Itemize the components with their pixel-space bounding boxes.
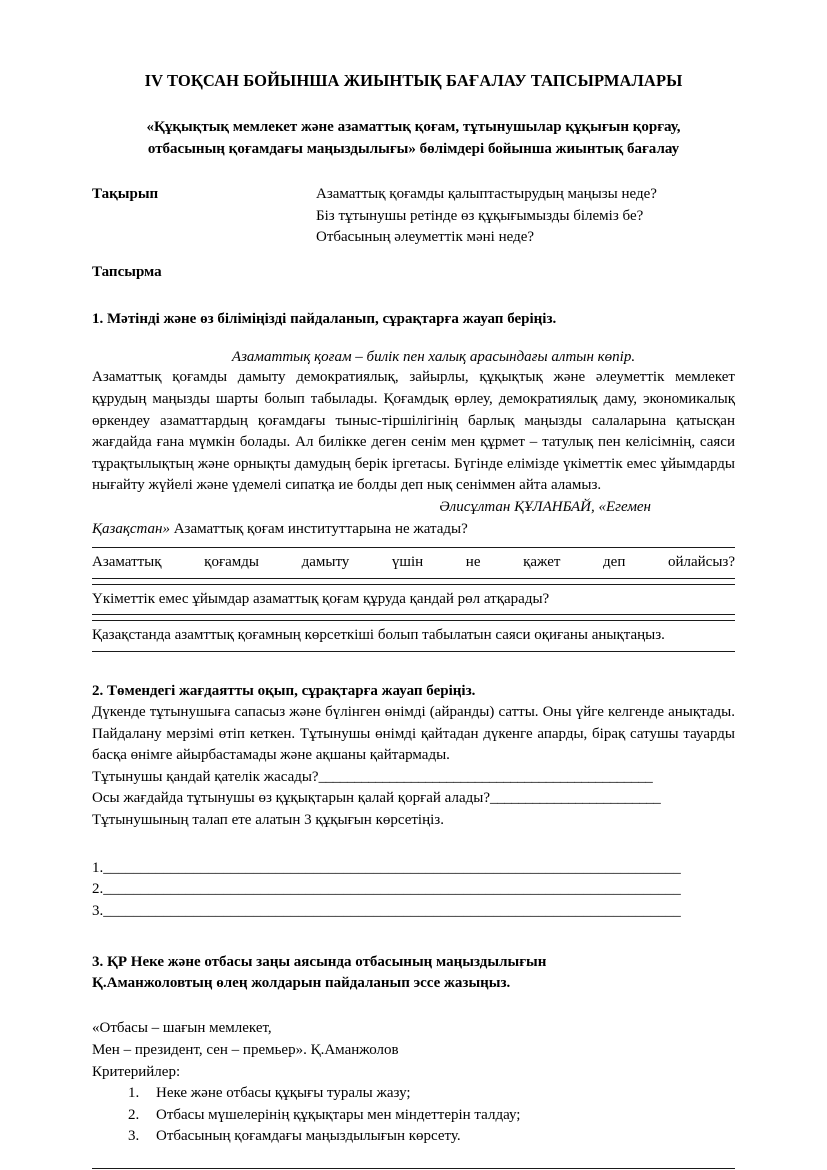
page-subtitle: «Құқықтық мемлекет және азаматтық қоғам, тұтынушылар құқығын қорғау, отбасының қоғамдағы маңыздылығы» бөлімдері бойынша жиынтық бағалау bbox=[146, 118, 681, 157]
section-1-attribution-continuation bbox=[92, 519, 735, 541]
topic-label: Тақырып bbox=[92, 186, 159, 203]
answer-slot-number: 2. bbox=[92, 881, 104, 898]
spacer bbox=[92, 540, 735, 547]
section-1-question-3: Қазақстанда азамттық қоғамның көрсеткіші болып табылатын саяси оқиғаны анықтаңыз. bbox=[92, 627, 665, 644]
criteria-label: Критерийлер: bbox=[92, 1063, 181, 1080]
task-label: Тапсырма bbox=[92, 264, 162, 281]
poem-line: Мен – президент, сен – премьер». Қ.Аманжолов bbox=[92, 1041, 399, 1058]
criteria-item bbox=[92, 1105, 735, 1127]
fill-blank[interactable]: _______________________________________________ bbox=[318, 768, 653, 785]
answer-slot-blank[interactable]: _____________________________________________________________________________ bbox=[103, 881, 681, 898]
topic-values bbox=[316, 184, 735, 248]
attribution-source-name: Қазақстан» bbox=[92, 520, 170, 537]
section-3-heading bbox=[92, 952, 735, 994]
section-1-body: Азаматтық қоғамды дамыту демократиялық, зайырлы, құқықтық және әлеуметтік мемлекет құрудың маңызды шарты болып табылады. Қоғамдық өрлеу, демократиялық даму, экономикалық өркендеу азаматтардың қоғамдағы тыныс-тіршілігінің барлық маңызды салаларына қатысқан жағдайда ғана мүмкін болады. Ал билікке деген сенім мен құрмет – татулық пен келісімнің, саяси тұрақтылықтың және орнықты дамудың берік іргетасы. Бүгінде елімізде үкіметтік емес ұйымдарды нығайту жүйелі және үдемелі сипатқа ие болды деп нық сеніммен айта аламыз. bbox=[92, 369, 735, 494]
section-1-questions bbox=[92, 540, 735, 652]
task-row bbox=[92, 262, 735, 283]
answer-slot-blank[interactable]: _____________________________________________________________________________ bbox=[103, 902, 681, 919]
answer-slot bbox=[92, 901, 735, 923]
section-3-heading-line-2: Қ.Аманжоловтың өлең жолдарын пайдаланып эссе жазыңыз. bbox=[92, 975, 511, 992]
section-2-body: Дүкенде тұтынушыға сапасыз және бүлінген өнімді (айранды) сатты. Оны үйге келгенде анықтады. Пайдалану мерзімі өтіп кеткен. Тұтынушы өнімді қайтадан дүкенге апарды, бірақ сатушы тауарды басқа өнімге айырбастамады және ақшаны қайтармады. bbox=[92, 704, 735, 764]
section-1-attribution: Әлисұлтан ҚҰЛАНБАЙ, «Егемен bbox=[439, 499, 651, 516]
section-1-question-1: Азаматтық қоғамды дамыту үшін не қажет деп ойлайсыз? bbox=[92, 554, 735, 571]
criteria-number: 1. bbox=[128, 1085, 140, 1102]
answer-slot-number: 3. bbox=[92, 902, 104, 919]
answer-slot bbox=[92, 879, 735, 901]
topic-row bbox=[92, 184, 735, 248]
fill-question-text: Тұтынушы қандай қателік жасады? bbox=[92, 768, 319, 785]
fill-question-text: Осы жағдайда тұтынушы өз құқықтарын қалай қорғай алады? bbox=[92, 790, 490, 807]
page-title: IV ТОҚСАН БОЙЫНША ЖИЫНТЫҚ БАҒАЛАУ ТАПСЫРМАЛАРЫ bbox=[144, 71, 683, 90]
criteria-number: 3. bbox=[128, 1128, 140, 1145]
section-2-answer-slots bbox=[92, 858, 735, 923]
section-2-fill-question-1 bbox=[92, 767, 735, 789]
criteria-item bbox=[92, 1126, 735, 1148]
meta-block bbox=[92, 184, 735, 283]
section-1-question-2: Үкіметтік емес ұйымдар азаматтық қоғам құруда қандай рөл атқарады? bbox=[92, 590, 550, 607]
answer-slot-blank[interactable]: _____________________________________________________________________________ bbox=[103, 859, 681, 876]
criteria-text: Отбасы мүшелерінің құқықтары мен міндеттерін талдау; bbox=[156, 1106, 521, 1123]
answer-slot-number: 1. bbox=[92, 859, 104, 876]
topic-line: Отбасының әлеуметтік мәні неде? bbox=[316, 228, 535, 245]
attribution-question: Азаматтық қоғам институттарына не жатады? bbox=[169, 520, 468, 537]
section-2-heading: 2. Төмендегі жағдаятты оқып, сұрақтарға жауап беріңіз. bbox=[92, 683, 476, 700]
criteria-item bbox=[92, 1083, 735, 1105]
section-1-heading: 1. Мәтінді және өз біліміңізді пайдаланып, сұрақтарға жауап беріңіз. bbox=[92, 311, 557, 328]
answer-rule[interactable] bbox=[92, 651, 735, 652]
criteria-list bbox=[92, 1083, 735, 1148]
section-3-poem bbox=[92, 1018, 735, 1148]
criteria-number: 2. bbox=[128, 1106, 140, 1123]
topic-line: Азаматтық қоғамды қалыптастырудың маңызы неде? bbox=[316, 186, 657, 203]
fill-blank[interactable]: ________________________ bbox=[489, 790, 661, 807]
topic-line: Біз тұтынушы ретінде өз құқығымызды білеміз бе? bbox=[316, 207, 644, 224]
section-2-fill-question-2 bbox=[92, 788, 735, 810]
criteria-text: Отбасының қоғамдағы маңыздылығын көрсету. bbox=[156, 1128, 461, 1145]
section-3-heading-line-1: 3. ҚР Неке және отбасы заңы аясында отбасының маңыздылығын bbox=[92, 954, 547, 971]
section-1-epigraph: Азаматтық қоғам – билік пен халық арасындағы алтын көпір. bbox=[231, 349, 636, 366]
section-2-instruction: Тұтынушының талап ете алатын 3 құқығын көрсетіңіз. bbox=[92, 811, 444, 828]
answer-slot bbox=[92, 858, 735, 880]
poem-line: «Отбасы – шағын мемлекет, bbox=[92, 1020, 272, 1037]
criteria-text: Неке және отбасы құқығы туралы жазу; bbox=[156, 1085, 411, 1102]
